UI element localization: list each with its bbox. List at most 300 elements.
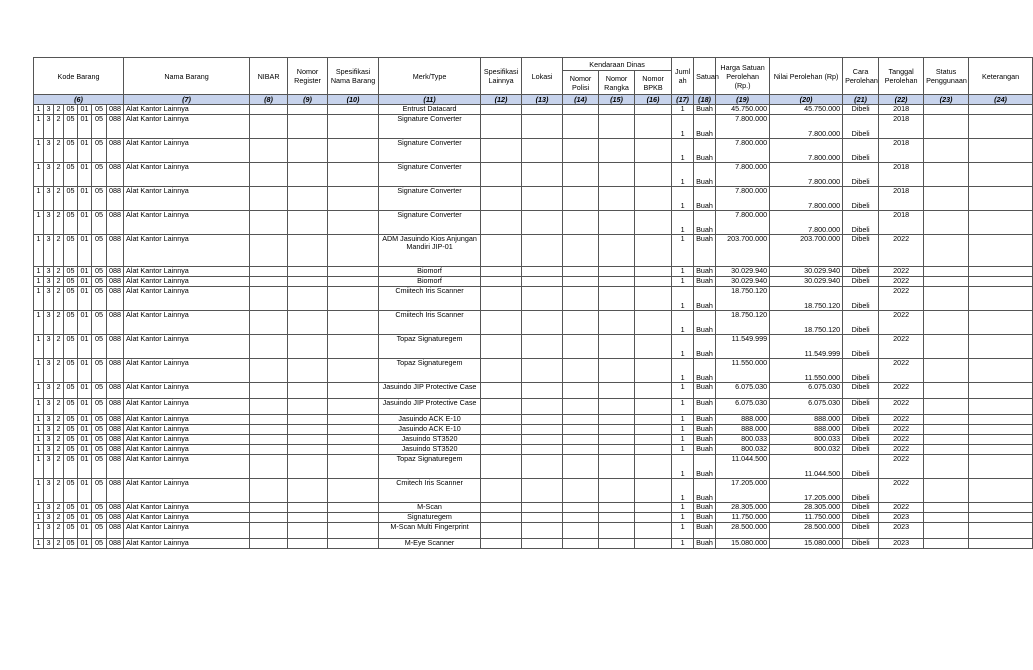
nibar-cell bbox=[250, 311, 288, 335]
status-penggunaan-cell bbox=[924, 115, 969, 139]
kode-barang-segment: 05 bbox=[64, 479, 78, 503]
kode-barang-segment: 05 bbox=[92, 163, 107, 187]
keterangan-cell bbox=[969, 455, 1033, 479]
kode-barang-segment: 01 bbox=[78, 277, 92, 287]
tanggal-perolehan-cell: 2022 bbox=[879, 425, 924, 435]
nilai-perolehan-cell: 7.800.000 bbox=[770, 211, 843, 235]
keterangan-cell bbox=[969, 267, 1033, 277]
status-penggunaan-cell bbox=[924, 335, 969, 359]
jumlah-cell: 1 bbox=[672, 335, 694, 359]
table-row bbox=[34, 539, 1033, 549]
keterangan-cell bbox=[969, 445, 1033, 455]
tanggal-perolehan-cell: 2023 bbox=[879, 539, 924, 549]
harga-satuan-cell: 11.750.000 bbox=[716, 513, 770, 523]
spesifikasi-nama-barang-cell bbox=[328, 455, 379, 479]
cara-perolehan-cell: Dibeli bbox=[843, 105, 879, 115]
tanggal-perolehan-cell: 2022 bbox=[879, 435, 924, 445]
nilai-perolehan-cell: 800.032 bbox=[770, 445, 843, 455]
tanggal-perolehan-cell: 2022 bbox=[879, 503, 924, 513]
cara-perolehan-cell: Dibeli bbox=[843, 267, 879, 277]
nomor-rangka-cell bbox=[599, 503, 635, 513]
nomor-register-cell bbox=[288, 513, 328, 523]
kode-barang-segment: 05 bbox=[92, 513, 107, 523]
nomor-register-cell bbox=[288, 445, 328, 455]
spesifikasi-nama-barang-cell bbox=[328, 399, 379, 415]
nibar-cell bbox=[250, 267, 288, 277]
spesifikasi-lainnya-cell bbox=[481, 503, 522, 513]
kode-barang-segment: 088 bbox=[107, 523, 124, 539]
satuan-cell: Buah bbox=[694, 187, 716, 211]
merk-type-cell: Topaz Signaturegem bbox=[379, 335, 481, 359]
nama-barang-cell: Alat Kantor Lainnya bbox=[124, 445, 250, 455]
jumlah-cell: 1 bbox=[672, 523, 694, 539]
column-number: (15) bbox=[599, 95, 635, 105]
satuan-cell: Buah bbox=[694, 513, 716, 523]
header-nomor-polisi: Nomor Polisi bbox=[563, 71, 599, 95]
kode-barang-segment: 3 bbox=[44, 523, 54, 539]
keterangan-cell bbox=[969, 539, 1033, 549]
nomor-bpkb-cell bbox=[635, 399, 672, 415]
nibar-cell bbox=[250, 335, 288, 359]
kode-barang-segment: 088 bbox=[107, 267, 124, 277]
lokasi-cell bbox=[522, 311, 563, 335]
nomor-register-cell bbox=[288, 235, 328, 267]
kode-barang-segment: 3 bbox=[44, 115, 54, 139]
spesifikasi-lainnya-cell bbox=[481, 425, 522, 435]
spesifikasi-nama-barang-cell bbox=[328, 277, 379, 287]
kode-barang-segment: 1 bbox=[34, 513, 44, 523]
kode-barang-segment: 2 bbox=[54, 539, 64, 549]
keterangan-cell bbox=[969, 287, 1033, 311]
spesifikasi-lainnya-cell bbox=[481, 235, 522, 267]
merk-type-cell: Signature Converter bbox=[379, 163, 481, 187]
status-penggunaan-cell bbox=[924, 383, 969, 399]
nomor-register-cell bbox=[288, 287, 328, 311]
kode-barang-segment: 1 bbox=[34, 539, 44, 549]
spesifikasi-lainnya-cell bbox=[481, 479, 522, 503]
kode-barang-segment: 3 bbox=[44, 503, 54, 513]
harga-satuan-cell: 17.205.000 bbox=[716, 479, 770, 503]
header-nomor-bpkb: Nomor BPKB bbox=[635, 71, 672, 95]
merk-type-cell: M-Scan Multi Fingerprint bbox=[379, 523, 481, 539]
nilai-perolehan-cell: 11.044.500 bbox=[770, 455, 843, 479]
kode-barang-segment: 1 bbox=[34, 383, 44, 399]
kode-barang-segment: 2 bbox=[54, 267, 64, 277]
cara-perolehan-cell: Dibeli bbox=[843, 163, 879, 187]
kode-barang-segment: 05 bbox=[64, 425, 78, 435]
nomor-bpkb-cell bbox=[635, 211, 672, 235]
harga-satuan-cell: 888.000 bbox=[716, 415, 770, 425]
nibar-cell bbox=[250, 415, 288, 425]
status-penggunaan-cell bbox=[924, 539, 969, 549]
nomor-register-cell bbox=[288, 415, 328, 425]
kode-barang-segment: 2 bbox=[54, 115, 64, 139]
kode-barang-segment: 3 bbox=[44, 211, 54, 235]
nomor-polisi-cell bbox=[563, 287, 599, 311]
nomor-bpkb-cell bbox=[635, 163, 672, 187]
nomor-rangka-cell bbox=[599, 539, 635, 549]
kode-barang-segment: 2 bbox=[54, 287, 64, 311]
spesifikasi-lainnya-cell bbox=[481, 539, 522, 549]
tanggal-perolehan-cell: 2023 bbox=[879, 513, 924, 523]
nomor-polisi-cell bbox=[563, 503, 599, 513]
kode-barang-segment: 3 bbox=[44, 455, 54, 479]
nomor-rangka-cell bbox=[599, 455, 635, 479]
kode-barang-segment: 2 bbox=[54, 139, 64, 163]
kode-barang-segment: 01 bbox=[78, 455, 92, 479]
nama-barang-cell: Alat Kantor Lainnya bbox=[124, 399, 250, 415]
kode-barang-segment: 05 bbox=[92, 539, 107, 549]
nibar-cell bbox=[250, 399, 288, 415]
kode-barang-segment: 1 bbox=[34, 523, 44, 539]
lokasi-cell bbox=[522, 523, 563, 539]
satuan-cell: Buah bbox=[694, 235, 716, 267]
keterangan-cell bbox=[969, 359, 1033, 383]
nomor-bpkb-cell bbox=[635, 513, 672, 523]
kode-barang-segment: 2 bbox=[54, 163, 64, 187]
header-cara-perolehan: Cara Perolehan bbox=[843, 58, 879, 95]
status-penggunaan-cell bbox=[924, 163, 969, 187]
nilai-perolehan-cell: 7.800.000 bbox=[770, 139, 843, 163]
nomor-register-cell bbox=[288, 399, 328, 415]
nama-barang-cell: Alat Kantor Lainnya bbox=[124, 187, 250, 211]
harga-satuan-cell: 6.075.030 bbox=[716, 383, 770, 399]
keterangan-cell bbox=[969, 503, 1033, 513]
nomor-bpkb-cell bbox=[635, 115, 672, 139]
kode-barang-segment: 3 bbox=[44, 445, 54, 455]
tanggal-perolehan-cell: 2022 bbox=[879, 445, 924, 455]
lokasi-cell bbox=[522, 163, 563, 187]
nomor-bpkb-cell bbox=[635, 435, 672, 445]
harga-satuan-cell: 7.800.000 bbox=[716, 163, 770, 187]
satuan-cell: Buah bbox=[694, 383, 716, 399]
kode-barang-segment: 05 bbox=[92, 311, 107, 335]
nomor-register-cell bbox=[288, 425, 328, 435]
nomor-bpkb-cell bbox=[635, 235, 672, 267]
harga-satuan-cell: 30.029.940 bbox=[716, 267, 770, 277]
header-kendaraan-dinas: Kendaraan Dinas bbox=[563, 58, 672, 71]
nomor-register-cell bbox=[288, 139, 328, 163]
harga-satuan-cell: 7.800.000 bbox=[716, 187, 770, 211]
satuan-cell: Buah bbox=[694, 415, 716, 425]
kode-barang-segment: 088 bbox=[107, 211, 124, 235]
keterangan-cell bbox=[969, 415, 1033, 425]
tanggal-perolehan-cell: 2022 bbox=[879, 277, 924, 287]
status-penggunaan-cell bbox=[924, 503, 969, 513]
kode-barang-segment: 1 bbox=[34, 187, 44, 211]
nomor-polisi-cell bbox=[563, 445, 599, 455]
harga-satuan-cell: 28.305.000 bbox=[716, 503, 770, 513]
kode-barang-segment: 1 bbox=[34, 415, 44, 425]
tanggal-perolehan-cell: 2022 bbox=[879, 335, 924, 359]
kode-barang-segment: 088 bbox=[107, 287, 124, 311]
table-header bbox=[34, 58, 1033, 105]
nama-barang-cell: Alat Kantor Lainnya bbox=[124, 539, 250, 549]
nomor-bpkb-cell bbox=[635, 539, 672, 549]
keterangan-cell bbox=[969, 435, 1033, 445]
satuan-cell: Buah bbox=[694, 455, 716, 479]
cara-perolehan-cell: Dibeli bbox=[843, 415, 879, 425]
kode-barang-segment: 1 bbox=[34, 503, 44, 513]
table-row bbox=[34, 335, 1033, 359]
status-penggunaan-cell bbox=[924, 513, 969, 523]
kode-barang-segment: 05 bbox=[64, 435, 78, 445]
lokasi-cell bbox=[522, 399, 563, 415]
kode-barang-segment: 01 bbox=[78, 513, 92, 523]
status-penggunaan-cell bbox=[924, 455, 969, 479]
merk-type-cell: Biomorf bbox=[379, 277, 481, 287]
satuan-cell: Buah bbox=[694, 425, 716, 435]
kode-barang-segment: 3 bbox=[44, 399, 54, 415]
nilai-perolehan-cell: 28.500.000 bbox=[770, 523, 843, 539]
spesifikasi-lainnya-cell bbox=[481, 359, 522, 383]
harga-satuan-cell: 888.000 bbox=[716, 425, 770, 435]
lokasi-cell bbox=[522, 479, 563, 503]
nibar-cell bbox=[250, 539, 288, 549]
nomor-polisi-cell bbox=[563, 277, 599, 287]
kode-barang-segment: 01 bbox=[78, 287, 92, 311]
spesifikasi-lainnya-cell bbox=[481, 415, 522, 425]
cara-perolehan-cell: Dibeli bbox=[843, 187, 879, 211]
nilai-perolehan-cell: 203.700.000 bbox=[770, 235, 843, 267]
kode-barang-segment: 2 bbox=[54, 105, 64, 115]
nomor-polisi-cell bbox=[563, 187, 599, 211]
kode-barang-segment: 05 bbox=[92, 115, 107, 139]
spesifikasi-lainnya-cell bbox=[481, 115, 522, 139]
satuan-cell: Buah bbox=[694, 311, 716, 335]
nibar-cell bbox=[250, 277, 288, 287]
jumlah-cell: 1 bbox=[672, 415, 694, 425]
kode-barang-segment: 2 bbox=[54, 523, 64, 539]
merk-type-cell: Cmiitech Iris Scanner bbox=[379, 311, 481, 335]
status-penggunaan-cell bbox=[924, 523, 969, 539]
nilai-perolehan-cell: 30.029.940 bbox=[770, 267, 843, 277]
nama-barang-cell: Alat Kantor Lainnya bbox=[124, 211, 250, 235]
merk-type-cell: Topaz Signaturegem bbox=[379, 359, 481, 383]
kode-barang-segment: 088 bbox=[107, 311, 124, 335]
kode-barang-segment: 088 bbox=[107, 513, 124, 523]
nomor-rangka-cell bbox=[599, 399, 635, 415]
kode-barang-segment: 05 bbox=[92, 435, 107, 445]
nilai-perolehan-cell: 28.305.000 bbox=[770, 503, 843, 513]
column-number: (20) bbox=[770, 95, 843, 105]
kode-barang-segment: 2 bbox=[54, 383, 64, 399]
nomor-polisi-cell bbox=[563, 139, 599, 163]
nama-barang-cell: Alat Kantor Lainnya bbox=[124, 435, 250, 445]
nomor-polisi-cell bbox=[563, 523, 599, 539]
nomor-register-cell bbox=[288, 539, 328, 549]
satuan-cell: Buah bbox=[694, 211, 716, 235]
kode-barang-segment: 1 bbox=[34, 425, 44, 435]
kode-barang-segment: 088 bbox=[107, 187, 124, 211]
spesifikasi-lainnya-cell bbox=[481, 383, 522, 399]
status-penggunaan-cell bbox=[924, 277, 969, 287]
spesifikasi-nama-barang-cell bbox=[328, 163, 379, 187]
merk-type-cell: Jasuindo ST3520 bbox=[379, 445, 481, 455]
jumlah-cell: 1 bbox=[672, 383, 694, 399]
kode-barang-segment: 2 bbox=[54, 399, 64, 415]
nilai-perolehan-cell: 888.000 bbox=[770, 415, 843, 425]
kode-barang-segment: 1 bbox=[34, 139, 44, 163]
satuan-cell: Buah bbox=[694, 335, 716, 359]
kode-barang-segment: 1 bbox=[34, 163, 44, 187]
table-row bbox=[34, 415, 1033, 425]
lokasi-cell bbox=[522, 503, 563, 513]
spesifikasi-nama-barang-cell bbox=[328, 311, 379, 335]
jumlah-cell: 1 bbox=[672, 425, 694, 435]
lokasi-cell bbox=[522, 277, 563, 287]
kode-barang-segment: 2 bbox=[54, 187, 64, 211]
keterangan-cell bbox=[969, 513, 1033, 523]
kode-barang-segment: 1 bbox=[34, 455, 44, 479]
spesifikasi-nama-barang-cell bbox=[328, 539, 379, 549]
kode-barang-segment: 01 bbox=[78, 415, 92, 425]
spesifikasi-nama-barang-cell bbox=[328, 139, 379, 163]
nilai-perolehan-cell: 30.029.940 bbox=[770, 277, 843, 287]
kode-barang-segment: 3 bbox=[44, 479, 54, 503]
table-row bbox=[34, 435, 1033, 445]
nomor-register-cell bbox=[288, 105, 328, 115]
table-row bbox=[34, 523, 1033, 539]
cara-perolehan-cell: Dibeli bbox=[843, 311, 879, 335]
kode-barang-segment: 3 bbox=[44, 267, 54, 277]
keterangan-cell bbox=[969, 277, 1033, 287]
tanggal-perolehan-cell: 2018 bbox=[879, 105, 924, 115]
merk-type-cell: Signature Converter bbox=[379, 139, 481, 163]
lokasi-cell bbox=[522, 235, 563, 267]
column-number: (21) bbox=[843, 95, 879, 105]
column-number: (23) bbox=[924, 95, 969, 105]
kode-barang-segment: 3 bbox=[44, 383, 54, 399]
tanggal-perolehan-cell: 2022 bbox=[879, 235, 924, 267]
satuan-cell: Buah bbox=[694, 359, 716, 383]
keterangan-cell bbox=[969, 115, 1033, 139]
lokasi-cell bbox=[522, 115, 563, 139]
keterangan-cell bbox=[969, 523, 1033, 539]
kode-barang-segment: 05 bbox=[92, 139, 107, 163]
kode-barang-segment: 05 bbox=[64, 503, 78, 513]
nomor-bpkb-cell bbox=[635, 445, 672, 455]
tanggal-perolehan-cell: 2022 bbox=[879, 311, 924, 335]
nomor-bpkb-cell bbox=[635, 277, 672, 287]
nama-barang-cell: Alat Kantor Lainnya bbox=[124, 335, 250, 359]
table-row bbox=[34, 163, 1033, 187]
column-number: (6) bbox=[34, 95, 124, 105]
nibar-cell bbox=[250, 523, 288, 539]
spesifikasi-lainnya-cell bbox=[481, 399, 522, 415]
kode-barang-segment: 088 bbox=[107, 435, 124, 445]
nomor-rangka-cell bbox=[599, 445, 635, 455]
status-penggunaan-cell bbox=[924, 105, 969, 115]
kode-barang-segment: 05 bbox=[64, 187, 78, 211]
harga-satuan-cell: 11.044.500 bbox=[716, 455, 770, 479]
harga-satuan-cell: 6.075.030 bbox=[716, 399, 770, 415]
satuan-cell: Buah bbox=[694, 267, 716, 277]
nilai-perolehan-cell: 6.075.030 bbox=[770, 399, 843, 415]
kode-barang-segment: 088 bbox=[107, 235, 124, 267]
lokasi-cell bbox=[522, 539, 563, 549]
harga-satuan-cell: 18.750.120 bbox=[716, 311, 770, 335]
kode-barang-segment: 2 bbox=[54, 211, 64, 235]
kode-barang-segment: 088 bbox=[107, 479, 124, 503]
kode-barang-segment: 1 bbox=[34, 235, 44, 267]
lokasi-cell bbox=[522, 267, 563, 277]
kode-barang-segment: 088 bbox=[107, 105, 124, 115]
tanggal-perolehan-cell: 2018 bbox=[879, 163, 924, 187]
kode-barang-segment: 05 bbox=[64, 415, 78, 425]
header-nomor-register: Nomor Register bbox=[288, 58, 328, 95]
kode-barang-segment: 01 bbox=[78, 503, 92, 513]
nibar-cell bbox=[250, 187, 288, 211]
nomor-bpkb-cell bbox=[635, 139, 672, 163]
kode-barang-segment: 05 bbox=[64, 513, 78, 523]
nomor-polisi-cell bbox=[563, 539, 599, 549]
jumlah-cell: 1 bbox=[672, 445, 694, 455]
merk-type-cell: Biomorf bbox=[379, 267, 481, 277]
nomor-bpkb-cell bbox=[635, 415, 672, 425]
kode-barang-segment: 05 bbox=[64, 523, 78, 539]
keterangan-cell bbox=[969, 105, 1033, 115]
kode-barang-segment: 05 bbox=[64, 335, 78, 359]
header-lokasi: Lokasi bbox=[522, 58, 563, 95]
nomor-rangka-cell bbox=[599, 277, 635, 287]
jumlah-cell: 1 bbox=[672, 539, 694, 549]
nomor-polisi-cell bbox=[563, 359, 599, 383]
jumlah-cell: 1 bbox=[672, 287, 694, 311]
nomor-register-cell bbox=[288, 503, 328, 513]
status-penggunaan-cell bbox=[924, 425, 969, 435]
kode-barang-segment: 05 bbox=[92, 383, 107, 399]
kode-barang-segment: 3 bbox=[44, 435, 54, 445]
kode-barang-segment: 01 bbox=[78, 523, 92, 539]
nilai-perolehan-cell: 18.750.120 bbox=[770, 287, 843, 311]
header-satuan: Satuan bbox=[694, 58, 716, 95]
harga-satuan-cell: 15.080.000 bbox=[716, 539, 770, 549]
merk-type-cell: ADM Jasuindo Kios Anjungan Mandiri JIP-01 bbox=[379, 235, 481, 267]
nama-barang-cell: Alat Kantor Lainnya bbox=[124, 425, 250, 435]
nomor-register-cell bbox=[288, 187, 328, 211]
kode-barang-segment: 2 bbox=[54, 445, 64, 455]
merk-type-cell: Entrust Datacard bbox=[379, 105, 481, 115]
jumlah-cell: 1 bbox=[672, 435, 694, 445]
kode-barang-segment: 05 bbox=[64, 359, 78, 383]
satuan-cell: Buah bbox=[694, 435, 716, 445]
spesifikasi-lainnya-cell bbox=[481, 277, 522, 287]
kode-barang-segment: 1 bbox=[34, 359, 44, 383]
spesifikasi-nama-barang-cell bbox=[328, 267, 379, 277]
nama-barang-cell: Alat Kantor Lainnya bbox=[124, 479, 250, 503]
keterangan-cell bbox=[969, 399, 1033, 415]
spesifikasi-nama-barang-cell bbox=[328, 513, 379, 523]
column-number: (8) bbox=[250, 95, 288, 105]
spesifikasi-lainnya-cell bbox=[481, 139, 522, 163]
merk-type-cell: Jasuindo ACK E-10 bbox=[379, 425, 481, 435]
table-row bbox=[34, 445, 1033, 455]
harga-satuan-cell: 30.029.940 bbox=[716, 277, 770, 287]
lokasi-cell bbox=[522, 105, 563, 115]
nibar-cell bbox=[250, 105, 288, 115]
column-number: (10) bbox=[328, 95, 379, 105]
nibar-cell bbox=[250, 513, 288, 523]
kode-barang-segment: 3 bbox=[44, 415, 54, 425]
satuan-cell: Buah bbox=[694, 399, 716, 415]
nilai-perolehan-cell: 45.750.000 bbox=[770, 105, 843, 115]
nama-barang-cell: Alat Kantor Lainnya bbox=[124, 163, 250, 187]
kode-barang-segment: 01 bbox=[78, 115, 92, 139]
satuan-cell: Buah bbox=[694, 105, 716, 115]
kode-barang-segment: 05 bbox=[92, 523, 107, 539]
satuan-cell: Buah bbox=[694, 479, 716, 503]
